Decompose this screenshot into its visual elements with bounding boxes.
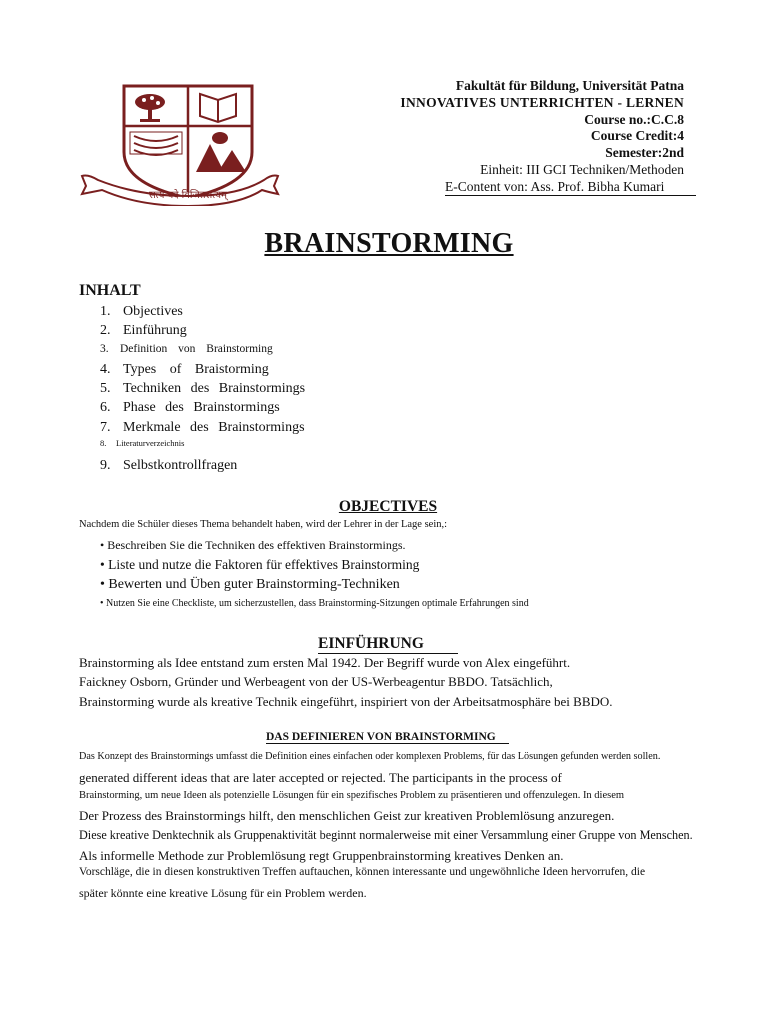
- toc-item: 4. Types of Braistorming: [100, 362, 269, 377]
- course-no: Course no.:C.C.8: [584, 112, 684, 127]
- introduction-heading: EINFÜHRUNG: [318, 635, 458, 654]
- university-logo: [78, 80, 280, 206]
- objective-bullet: • Bewerten und Üben guter Brainstorming-Techniken: [100, 577, 400, 592]
- course-credit: Course Credit:4: [590, 128, 684, 143]
- toc-item: 1. Objectives: [100, 304, 183, 319]
- definition-line: Als informelle Methode zur Problemlösung regt Gruppenbrainstorming kreatives Denken an.: [79, 848, 564, 863]
- toc-item: 3. Definition von Brainstorming: [100, 343, 273, 355]
- intro-line: Brainstorming wurde als kreative Technik eingeführt, inspiriert von der Arbeitsatmosphäre bei BBDO.: [79, 694, 613, 709]
- page-title: BRAINSTORMING: [264, 228, 514, 259]
- objective-bullet: • Nutzen Sie eine Checkliste, um sicherzustellen, dass Brainstorming-Sitzungen optimale Erfahrungen sind: [100, 598, 529, 609]
- definition-line: Das Konzept des Brainstormings umfasst die Definition eines einfachen oder komplexen Problems, für das Lösungen gefunden werden sollen.: [79, 751, 661, 762]
- objective-bullet: • Beschreiben Sie die Techniken des effektiven Brainstormings.: [100, 538, 406, 552]
- objective-bullet: • Liste und nutze die Faktoren für effektives Brainstorming: [100, 557, 420, 572]
- intro-line: Faickney Osborn, Gründer und Werbeagent von der US-Werbeagentur BBDO. Tatsächlich,: [79, 674, 553, 689]
- toc-item: 7. Merkmale des Brainstormings: [100, 420, 305, 435]
- definition-line: Vorschläge, die in diesen konstruktiven Treffen auftauchen, können interessante und ungewöhnliche Ideen hervorrufen, die: [79, 866, 646, 878]
- intro-line: Brainstorming als Idee entstand zum ersten Mal 1942. Der Begriff wurde von Alex eingeführt.: [79, 655, 571, 670]
- subject-title: INNOVATIVES UNTERRICHTEN - LERNEN: [400, 95, 684, 110]
- semester: Semester:2nd: [605, 145, 684, 160]
- definition-line: Der Prozess des Brainstormings hilft, den menschlichen Geist zur kreativen Problemlösung anzuregen.: [79, 808, 615, 823]
- logo-motto: सत्यं वदे विजितसत्यम्: [149, 190, 227, 201]
- objectives-intro: Nachdem die Schüler dieses Thema behandelt haben, wird der Lehrer in der Lage sein,:: [79, 519, 448, 530]
- toc-item: 8. Literaturverzeichnis: [100, 438, 185, 448]
- unit-info: Einheit: III GCI Techniken/Methoden: [480, 162, 684, 177]
- toc-item: 2. Einführung: [100, 323, 187, 338]
- definition-line: Brainstorming, um neue Ideen als potenzielle Lösungen für ein spezifisches Problem zu präsentieren und offenzulegen. In diesem: [79, 790, 625, 801]
- e-content-author: E-Content von: Ass. Prof. Bibha Kumari: [445, 179, 696, 196]
- toc-item: 6. Phase des Brainstormings: [100, 400, 280, 415]
- definition-line: Diese kreative Denktechnik als Gruppenaktivität beginnt normalerweise mit einer Versammlung einer Gruppe von Menschen.: [79, 828, 693, 842]
- definition-line: später könnte eine kreative Lösung für ein Problem werden.: [79, 886, 367, 900]
- toc-item: 9. Selbstkontrollfragen: [100, 458, 238, 473]
- definition-heading: DAS DEFINIEREN VON BRAINSTORMING: [266, 731, 509, 744]
- faculty-name: Fakultät für Bildung, Universität Patna: [455, 78, 684, 93]
- definition-line: generated different ideas that are later accepted or rejected. The participants in the process of: [79, 770, 562, 785]
- objectives-heading: OBJECTIVES: [338, 498, 438, 515]
- contents-heading: INHALT: [79, 282, 141, 299]
- toc-item: 5. Techniken des Brainstormings: [100, 381, 306, 396]
